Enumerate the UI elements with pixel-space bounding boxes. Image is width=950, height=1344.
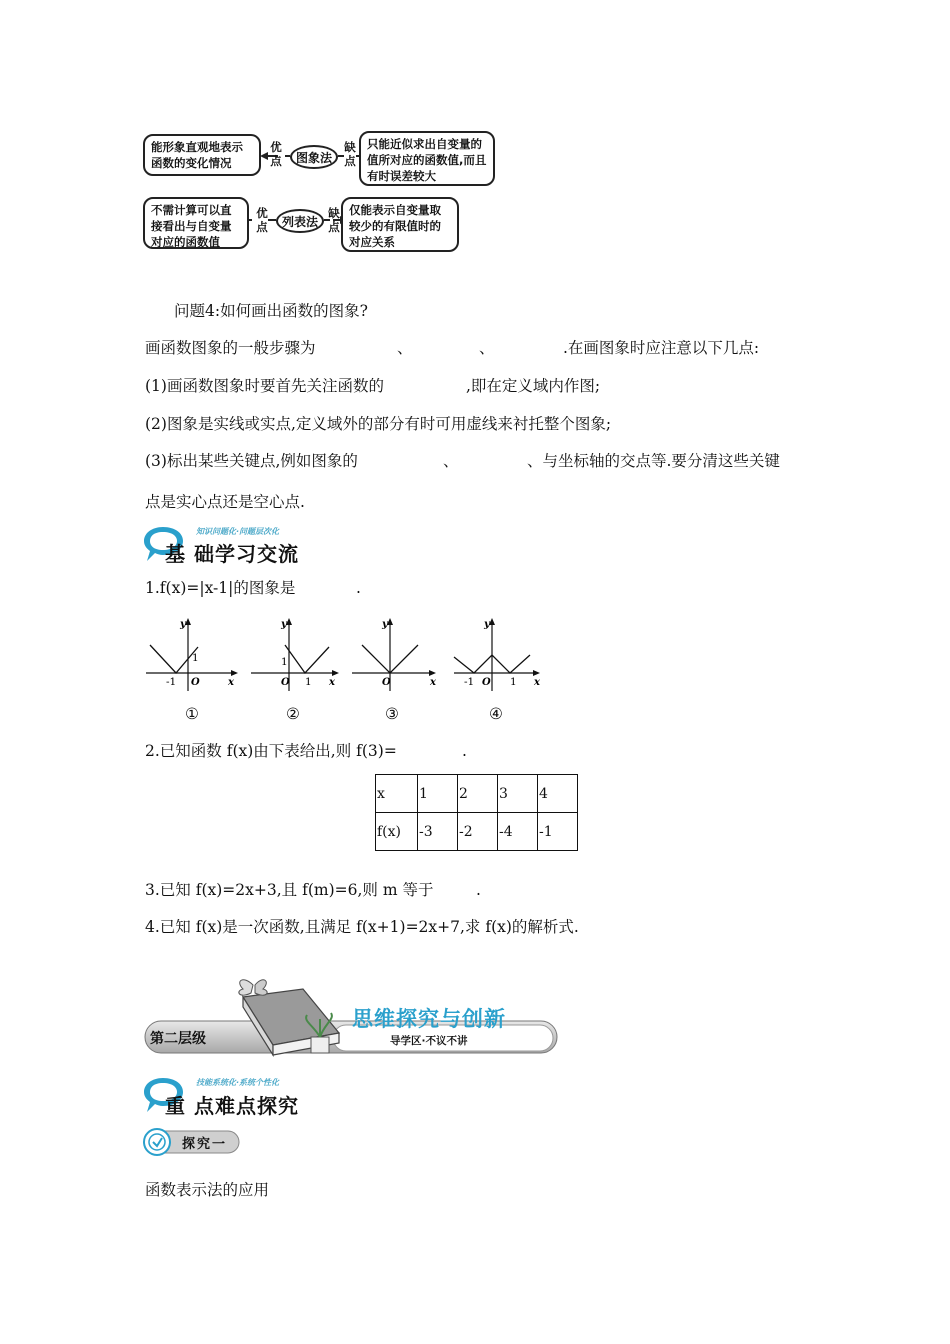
steps-text-a: 画函数图象的一般步骤为 [145,339,316,357]
graph4-tick-neg1: -1 [464,676,475,688]
exercise2-end: . [462,742,467,760]
diagram-row2-left: 不需计算可以直接看出与自变量对应的函数值 [143,197,249,249]
graph-1 [140,615,240,695]
section1-title: 础学习交流 [194,542,299,566]
table-cell: 2 [458,775,498,813]
diagram-row2-method: 列表法 [276,209,324,233]
graph1-x-label: x [228,677,234,688]
table-row [376,775,578,813]
exercise1-end: . [356,579,361,597]
final-text: 函数表示法的应用 [145,1181,270,1199]
table-cell: 1 [418,775,458,813]
graph4-x-label: x [534,677,540,688]
graph2-x-label: x [329,677,335,688]
table-cell: -2 [458,813,498,851]
graph2-label: ② [286,705,300,723]
table-cell: -4 [498,813,538,851]
graph1-y-label: y [180,619,186,630]
table-cell: 3 [498,775,538,813]
diagram-row2-right: 仅能表示自变量取较少的有限值时的对应关系 [341,197,459,252]
table-cell: f(x) [376,813,418,851]
point3-b: 、 [443,452,459,470]
graph2-origin: O [281,677,290,688]
graph-3 [348,615,448,695]
steps-text-b: .在画图象时应注意以下几点: [563,339,760,357]
graph4-y-label: y [484,619,490,630]
diagram-row1-pro-label: 优点 [270,140,282,168]
exercise1-text: 1.f(x)=|x-1|的图象是 [145,579,296,597]
point2: (2)图象是实线或实点,定义域外的部分有时可用虚线来衬托整个图象; [145,415,612,433]
diagram-row1-method: 图象法 [290,145,338,169]
exercise3-end: . [476,881,481,899]
point3-d: 点是实心点还是空心点. [145,493,305,511]
exercise2-text: 2.已知函数 f(x)由下表给出,则 f(3)= [145,742,397,760]
diagram-row1-con-label: 缺点 [344,140,356,168]
graph2-y-label: y [281,619,287,630]
section2-first-char: 重 [165,1094,186,1118]
section1-first-char: 基 [165,542,186,566]
graph3-origin: O [382,677,391,688]
point1-a: (1)画函数图象时要首先关注函数的 [145,377,384,395]
question4-title: 问题4:如何画出函数的图象? [174,302,368,320]
exercise3-text: 3.已知 f(x)=2x+3,且 f(m)=6,则 m 等于 [145,881,434,899]
graph3-label: ③ [385,705,399,723]
table-cell: -3 [418,813,458,851]
diagram-row2-con-label: 缺点 [328,206,340,234]
section2-small: 技能系统化·系统个性化 [196,1078,280,1087]
graph3-x-label: x [430,677,436,688]
steps-sep-2: 、 [479,339,495,357]
diagram-row1-left: 能形象直观地表示函数的变化情况 [143,134,261,176]
diagram-row1-right: 只能近似求出自变量的值所对应的函数值,而且有时误差较大 [359,131,495,186]
table-cell: 4 [538,775,578,813]
diagram-row2-pro-label: 优点 [256,206,268,234]
table-row [376,813,578,851]
graph1-tick-1: 1 [192,652,199,664]
graph1-origin: O [191,677,200,688]
graph3-y-label: y [382,619,388,630]
graph2-tick-1-y: 1 [281,656,288,668]
section2-title: 点难点探究 [194,1094,299,1118]
level2-subtitle: 导学区·不议不讲 [390,1035,468,1047]
point3-c: 、与坐标轴的交点等.要分清这些关键 [527,452,780,470]
function-table [375,774,578,851]
graph-2 [245,615,345,695]
graph4-label: ④ [489,705,503,723]
section1-small: 知识问题化·问题层次化 [196,527,280,536]
table-cell: x [376,775,418,813]
graph-4 [450,615,550,695]
steps-sep-1: 、 [397,339,413,357]
graph4-tick-1: 1 [510,676,517,688]
graph1-tick-neg1: -1 [166,676,177,688]
graph4-origin: O [482,677,491,688]
point1-b: ,即在定义域内作图; [466,377,601,395]
table-cell: -1 [538,813,578,851]
level2-title: 思维探究与创新 [352,1007,506,1031]
graph2-tick-1-x: 1 [305,676,312,688]
explore-label: 探究一 [182,1137,228,1152]
point3-a: (3)标出某些关键点,例如图象的 [145,452,358,470]
graph1-label: ① [185,705,199,723]
level2-tag: 第二层级 [150,1031,206,1047]
exercise4-text: 4.已知 f(x)是一次函数,且满足 f(x+1)=2x+7,求 f(x)的解析式. [145,918,579,936]
